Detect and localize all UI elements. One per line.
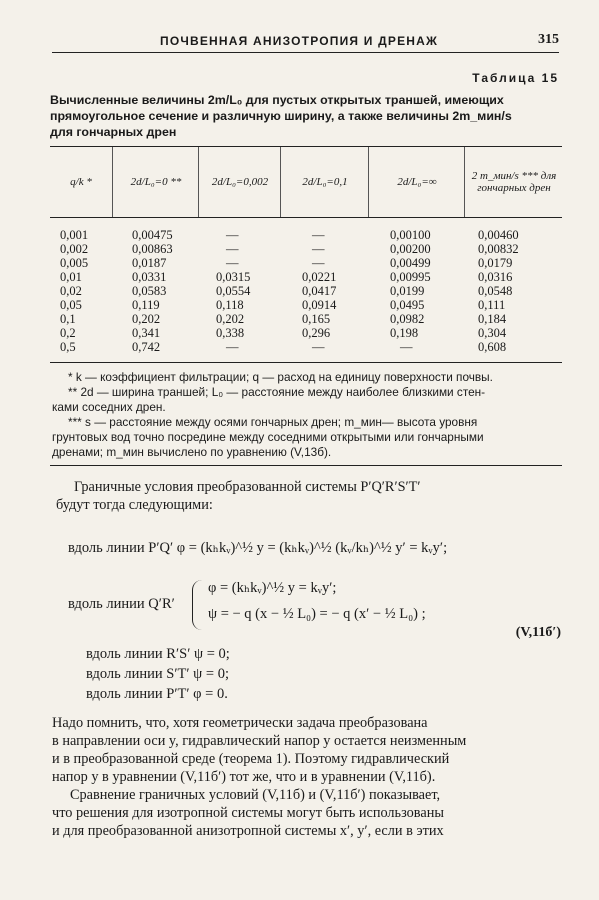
cell-q-k: 0,02 xyxy=(60,284,82,298)
cell-value-2d-inf: — xyxy=(400,340,413,354)
caption-line: прямоугольное сечение и различную ширину, а также величины 2m_мин/s xyxy=(50,109,512,123)
cell-value-2d-0: 0,119 xyxy=(132,298,160,312)
cell-q-k: 0,05 xyxy=(60,298,82,312)
footnote-line: грунтовых вод точно посредине между соседними открытыми или гончарными xyxy=(52,430,484,444)
system-brace xyxy=(192,580,205,630)
cell-value-2d-inf: 0,00499 xyxy=(390,256,431,270)
cell-value-2d-01: 0,165 xyxy=(302,312,331,326)
cell-value-2d-0002: — xyxy=(226,256,239,270)
cell-value-2d-0: 0,0331 xyxy=(132,270,167,284)
cell-value-2d-inf: 0,00995 xyxy=(390,270,431,284)
cell-value-2d-0: 0,202 xyxy=(132,312,161,326)
cell-value-tile-drain: 0,00460 xyxy=(478,228,519,242)
cell-value-tile-drain: 0,304 xyxy=(478,326,507,340)
table-row xyxy=(50,228,562,243)
equation-pt: вдоль линии P′T′ φ = 0. xyxy=(86,686,228,702)
text-line: Граничные условия преобразованной системы P′Q′R′S′T′ xyxy=(74,479,421,495)
table-row xyxy=(50,270,562,285)
text-line: в направлении оси y, гидравлический напор y остается неизменным xyxy=(52,733,467,749)
cell-value-tile-drain: 0,111 xyxy=(478,298,506,312)
table-row xyxy=(50,284,562,299)
caption-line: Вычисленные величины 2m/L₀ для пустых открытых траншей, имеющих xyxy=(50,93,504,107)
cell-q-k: 0,002 xyxy=(60,242,89,256)
table-row xyxy=(50,256,562,271)
table-bottom-rule xyxy=(50,362,562,363)
cell-value-2d-0: 0,742 xyxy=(132,340,161,354)
equation-rs: вдоль линии R′S′ ψ = 0; xyxy=(86,646,230,662)
text-line: и в преобразованной среде (теорема 1). Поэтому гидравлический xyxy=(52,751,450,767)
cell-q-k: 0,01 xyxy=(60,270,82,284)
cell-value-2d-inf: 0,0199 xyxy=(390,284,425,298)
caption-line: для гончарных дрен xyxy=(50,125,177,139)
intro-text xyxy=(56,478,564,514)
cell-q-k: 0,005 xyxy=(60,256,89,270)
cell-value-2d-inf: 0,198 xyxy=(390,326,419,340)
column-header-tile-drains: 2 m_мин/s *** для гончарных дрен xyxy=(464,147,563,217)
equation-qr-label: вдоль линии Q′R′ xyxy=(68,596,175,612)
cell-value-2d-0: 0,0583 xyxy=(132,284,167,298)
cell-value-2d-0: 0,00863 xyxy=(132,242,173,256)
cell-q-k: 0,001 xyxy=(60,228,89,242)
cell-value-2d-01: — xyxy=(312,228,325,242)
table-row xyxy=(50,340,562,355)
cell-value-2d-01: 0,0417 xyxy=(302,284,337,298)
cell-value-2d-0002: — xyxy=(226,340,239,354)
page-number: 315 xyxy=(538,32,559,47)
cell-value-2d-01: — xyxy=(312,340,325,354)
column-header-2d-inf: 2d/L₀=∞ xyxy=(368,147,465,217)
text-line: напор y в уравнении (V,11б′) тот же, что и в уравнении (V,11б). xyxy=(52,769,436,785)
table-label: Таблица 15 xyxy=(472,71,559,85)
footnote-line: ками соседних дрен. xyxy=(52,400,166,414)
column-header-q-k: q/k * xyxy=(70,176,92,188)
footnote-line: *** s — расстояние между осями гончарных дрен; m_мин— высота уровня xyxy=(68,415,478,429)
equation-qr-phi: φ = (kₕkᵥ)^½ y = kᵥy′; xyxy=(208,580,337,596)
cell-value-2d-01: 0,296 xyxy=(302,326,331,340)
column-header-2d-01: 2d/L₀=0,1 xyxy=(280,147,369,217)
column-header-2d-0: 2d/L₀=0 ** xyxy=(112,147,199,217)
cell-value-2d-inf: 0,0982 xyxy=(390,312,425,326)
cell-value-2d-0002: — xyxy=(226,228,239,242)
footnote-line: дренами; m_мин вычислено по уравнению (V,13б). xyxy=(52,445,332,459)
cell-value-tile-drain: 0,0316 xyxy=(478,270,513,284)
table-body xyxy=(50,218,562,354)
table-caption xyxy=(50,92,560,140)
running-head xyxy=(52,34,559,53)
text-line: будут тогда следующими: xyxy=(56,497,213,513)
cell-value-tile-drain: 0,0179 xyxy=(478,256,513,270)
cell-value-tile-drain: 0,00832 xyxy=(478,242,519,256)
cell-value-2d-0: 0,0187 xyxy=(132,256,167,270)
cell-value-tile-drain: 0,608 xyxy=(478,340,507,354)
cell-value-2d-01: 0,0221 xyxy=(302,270,337,284)
column-header-2d-0002: 2d/L₀=0,002 xyxy=(198,147,281,217)
text-line: Надо помнить, что, хотя геометрически задача преобразована xyxy=(52,715,428,731)
cell-value-2d-inf: 0,00200 xyxy=(390,242,431,256)
table-row xyxy=(50,242,562,257)
cell-value-2d-0002: 0,0554 xyxy=(216,284,251,298)
equation-qr-psi: ψ = − q (x − ½ L₀) = − q (x′ − ½ L₀) ; xyxy=(208,606,426,622)
data-table xyxy=(50,146,562,354)
cell-value-2d-0002: — xyxy=(226,242,239,256)
cell-value-2d-inf: 0,0495 xyxy=(390,298,425,312)
cell-value-2d-01: 0,0914 xyxy=(302,298,337,312)
text-line: и для преобразованной анизотропной системы x′, y′, если в этих xyxy=(52,823,444,839)
cell-value-2d-0: 0,341 xyxy=(132,326,161,340)
footnote-line: ** 2d — ширина траншей; L₀ — расстояние между наиболее близкими стен- xyxy=(68,385,486,399)
cell-value-2d-0002: 0,338 xyxy=(216,326,245,340)
cell-value-2d-01: — xyxy=(312,256,325,270)
cell-q-k: 0,1 xyxy=(60,312,76,326)
table-header xyxy=(50,147,562,218)
equation-st: вдоль линии S′T′ ψ = 0; xyxy=(86,666,229,682)
table-row xyxy=(50,298,562,313)
cell-q-k: 0,2 xyxy=(60,326,76,340)
running-title: ПОЧВЕННАЯ АНИЗОТРОПИЯ И ДРЕНАЖ xyxy=(160,34,439,48)
equation-pq: вдоль линии P′Q′ φ = (kₕkᵥ)^½ y = (kₕkᵥ)^½ (kᵥ/kₕ)^½ y′ = kᵥy′; xyxy=(68,540,448,556)
cell-value-2d-0002: 0,0315 xyxy=(216,270,251,284)
cell-value-2d-0: 0,00475 xyxy=(132,228,173,242)
table-footnotes xyxy=(52,370,560,460)
cell-value-2d-inf: 0,00100 xyxy=(390,228,431,242)
cell-value-tile-drain: 0,0548 xyxy=(478,284,513,298)
text-line: что решения для изотропной системы могут быть использованы xyxy=(52,805,444,821)
body-paragraphs xyxy=(52,714,560,840)
section-divider xyxy=(50,465,562,466)
text-line: Сравнение граничных условий (V,11б) и (V,11б′) показывает, xyxy=(70,787,441,803)
footnote-line: * k — коэффициент фильтрации; q — расход на единицу поверхности почвы. xyxy=(68,370,493,384)
cell-value-2d-0002: 0,118 xyxy=(216,298,244,312)
table-row xyxy=(50,326,562,341)
cell-value-tile-drain: 0,184 xyxy=(478,312,507,326)
cell-value-2d-0002: 0,202 xyxy=(216,312,245,326)
equation-number: (V,11б′) xyxy=(515,625,561,640)
table-row xyxy=(50,312,562,327)
cell-value-2d-01: — xyxy=(312,242,325,256)
cell-q-k: 0,5 xyxy=(60,340,76,354)
